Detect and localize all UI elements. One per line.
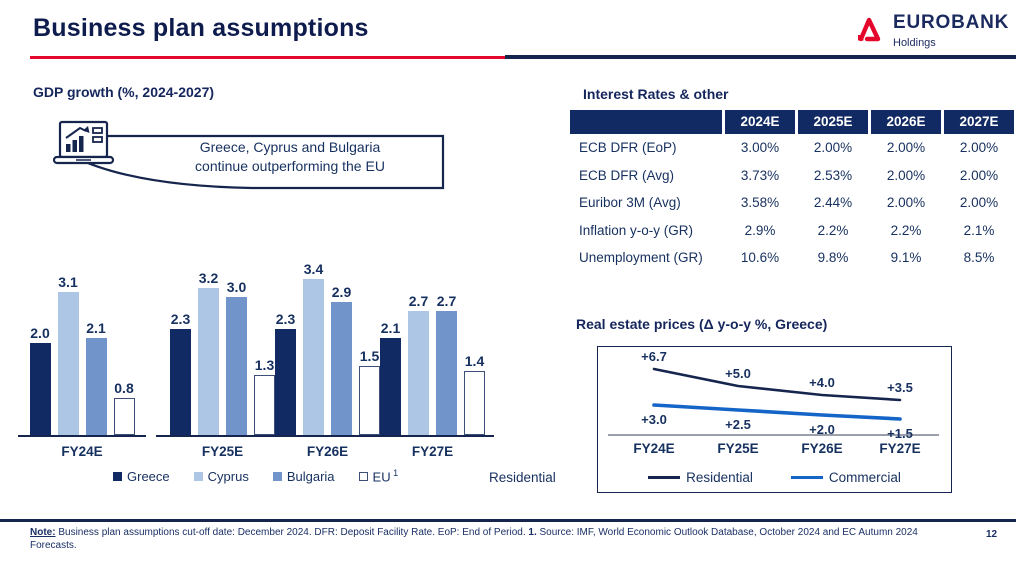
gdp-callout-text: [150, 138, 430, 176]
bar-greece-fy24e: [30, 325, 51, 435]
bar-eu-fy25e: [254, 357, 275, 435]
bar-cyprus-fy26e: [303, 261, 324, 435]
gdp-category-label: FY26E: [306, 444, 349, 459]
rates-row: [570, 189, 1014, 217]
eurobank-logo-text: EUROBANK: [893, 12, 1010, 33]
legend-label: Commercial: [828, 470, 901, 485]
rates-header-2025e: 2025E: [798, 110, 868, 134]
rates-row-label: Euribor 3M (Avg): [579, 195, 681, 211]
legend-label: Residential: [686, 470, 753, 485]
gdp-category-label: FY25E: [201, 444, 244, 459]
rates-row: [570, 217, 1014, 245]
legend-swatch: [113, 472, 122, 481]
rates-cell: 2.00%: [886, 167, 926, 183]
gdp-bar-group-fy24e: [30, 274, 135, 459]
bar-eu-fy27e: [464, 353, 485, 435]
re-category-label: FY25E: [717, 441, 759, 456]
bar: [408, 311, 429, 435]
footnote-source: Source: IMF, World Economic Outlook Database, October 2024 and EC Autumn 2024 Forecasts.: [30, 527, 918, 551]
bar-value-label: 1.3: [254, 357, 275, 373]
bar-value-label: 1.5: [359, 348, 380, 364]
rates-row-label: Unemployment (GR): [579, 250, 703, 266]
bar: [58, 292, 79, 435]
bar-value-label: 2.9: [331, 284, 352, 300]
gdp-category-label: FY24E: [61, 444, 103, 459]
re-legend-item-residential: [648, 470, 753, 485]
rates-cell: 9.8%: [817, 250, 849, 266]
re-datalabel-commercial: +2.5: [725, 417, 751, 432]
rates-header-empty-cell: [570, 110, 722, 134]
gdp-callout-line2: continue outperforming the EU: [195, 158, 385, 174]
bar-bulgaria-fy26e: [331, 284, 352, 435]
gdp-bar-group-fy25e: [170, 270, 275, 459]
eurobank-logo-subtext: Holdings: [893, 37, 936, 49]
bar-value-label: 3.1: [58, 274, 78, 290]
rates-section-title: Interest Rates & other: [583, 86, 729, 102]
commercial-line: [654, 405, 900, 419]
bar-bulgaria-fy27e: [436, 293, 457, 435]
residential-line: [654, 369, 900, 400]
re-datalabel-residential: +6.7: [641, 349, 667, 364]
re-datalabel-commercial: +3.0: [641, 412, 667, 427]
rates-header-2024e: 2024E: [725, 110, 795, 134]
rates-table-header: [570, 110, 1014, 134]
re-datalabel-residential: +5.0: [725, 366, 751, 381]
rates-cell: 2.00%: [959, 195, 999, 211]
re-category-label: FY27E: [879, 441, 921, 456]
bar-cyprus-fy27e: [408, 293, 429, 435]
bar-value-label: 2.1: [86, 320, 106, 336]
legend-label: Bulgaria: [286, 468, 335, 484]
title-underline-red: [30, 56, 505, 59]
footer-divider: [0, 519, 1016, 522]
re-datalabel-residential: +3.5: [887, 380, 913, 395]
rates-cell: 2.53%: [813, 167, 853, 183]
bar-cyprus-fy25e: [198, 270, 219, 435]
rates-row-label: ECB DFR (EoP): [579, 140, 677, 156]
gdp-axis-2: [156, 252, 494, 459]
bar-value-label: 0.8: [114, 380, 134, 396]
bar-value-label: 1.4: [464, 353, 485, 369]
legend-label: Greece: [127, 468, 170, 484]
re-category-label: FY26E: [801, 441, 843, 456]
bar-greece-fy27e: [380, 320, 401, 435]
re-legend-item-commercial: [791, 470, 901, 485]
re-datalabel-residential: +4.0: [809, 375, 835, 390]
rates-header-2027e: 2027E: [944, 110, 1014, 134]
rates-cell: 2.00%: [886, 140, 926, 156]
bar-value-label: 3.4: [303, 261, 324, 277]
rates-cell: 3.00%: [740, 140, 780, 156]
rates-row-label: ECB DFR (Avg): [579, 167, 675, 183]
rates-table: [570, 110, 1014, 272]
rates-cell: 2.00%: [959, 140, 999, 156]
bar: [331, 302, 352, 435]
footnote: [30, 527, 958, 552]
footnote-ref: 1.: [528, 527, 537, 538]
legend-line-swatch: [648, 476, 680, 479]
page-title: Business plan assumptions: [33, 14, 369, 42]
bar-eu-fy26e: [359, 348, 380, 435]
legend-swatch: [273, 472, 282, 481]
bar: [359, 366, 380, 435]
bar: [254, 375, 275, 435]
bar: [303, 279, 324, 435]
rates-cell: 2.1%: [963, 222, 995, 238]
bar: [464, 371, 485, 435]
rates-cell: 2.00%: [886, 195, 926, 211]
legend-line-swatch: [791, 476, 823, 480]
gdp-callout-line1: Greece, Cyprus and Bulgaria: [199, 139, 381, 155]
rates-row: [570, 162, 1014, 190]
gdp-bar-chart: [18, 252, 494, 459]
eurobank-logo-icon: [853, 12, 885, 51]
realestate-line-chart: [597, 346, 952, 493]
bar: [436, 311, 457, 435]
rates-table-body: [570, 134, 1014, 272]
title-underline-navy: [505, 55, 1016, 59]
rates-cell: 8.5%: [963, 250, 995, 266]
rates-cell: 2.2%: [890, 222, 922, 238]
gdp-section-title: GDP growth (%, 2024-2027): [33, 84, 215, 100]
bar-eu-fy24e: [114, 380, 135, 435]
realestate-section-title: Real estate prices (Δ y-o-y %, Greece): [576, 316, 828, 332]
gdp-bar-group-fy26e: [275, 261, 380, 459]
bar-value-label: 2.3: [170, 311, 191, 327]
gdp-legend-item-cyprus: [194, 469, 249, 484]
rates-header-2026e: 2026E: [871, 110, 941, 134]
page-number: 12: [986, 529, 998, 540]
legend-swatch: [194, 472, 203, 481]
legend-label: Cyprus: [207, 468, 249, 484]
rates-row-label: Inflation y-o-y (GR): [579, 222, 694, 238]
gdp-legend-item-greece: [113, 469, 170, 484]
bar-greece-fy25e: [170, 311, 191, 435]
re-datalabel-commercial: +2.0: [809, 422, 835, 437]
bar: [30, 343, 51, 435]
rates-cell: 3.58%: [740, 195, 780, 211]
bar-value-label: 3.0: [226, 279, 247, 295]
footnote-body: Business plan assumptions cut-off date: December 2024. DFR: Deposit Facility Rate. EoP: End of Period.: [55, 527, 529, 538]
rates-row: [570, 134, 1014, 162]
bar-value-label: 2.7: [408, 293, 429, 309]
rates-cell: 2.00%: [959, 167, 999, 183]
bar-bulgaria-fy24e: [86, 320, 107, 435]
bar: [86, 338, 107, 435]
bar-greece-fy26e: [275, 311, 296, 435]
laptop-chart-icon: [54, 122, 113, 163]
rates-cell: 9.1%: [890, 250, 922, 266]
bar: [114, 398, 135, 435]
gdp-legend-item-bulgaria: [273, 469, 335, 484]
bar: [226, 297, 247, 435]
rates-cell: 10.6%: [740, 250, 780, 266]
rates-row: [570, 244, 1014, 272]
bar-value-label: 2.7: [436, 293, 457, 309]
gdp-legend: [113, 468, 398, 484]
realestate-legend: [598, 470, 951, 485]
legend-label: EU $^1$: [372, 468, 399, 485]
gdp-bar-group-fy27e: [380, 293, 485, 459]
bar-value-label: 3.2: [198, 270, 219, 286]
gdp-category-label: FY27E: [411, 444, 454, 459]
legend-superscript: 1: [390, 468, 399, 478]
rates-cell: 2.9%: [744, 222, 776, 238]
bar: [170, 329, 191, 435]
rates-cell: 2.44%: [813, 195, 853, 211]
rates-cell: 2.2%: [817, 222, 849, 238]
bar: [380, 338, 401, 435]
bar: [198, 288, 219, 435]
bar-value-label: 2.3: [275, 311, 296, 327]
rates-cell: 2.00%: [813, 140, 853, 156]
bar: [275, 329, 296, 435]
rates-cell: 3.73%: [740, 167, 780, 183]
bar-cyprus-fy24e: [58, 274, 79, 435]
bar-value-label: 2.0: [30, 325, 50, 341]
footnote-prefix: Note:: [30, 527, 56, 538]
bar-value-label: 2.1: [380, 320, 401, 336]
bar-bulgaria-fy25e: [226, 279, 247, 435]
gdp-legend-item-eu: [359, 468, 399, 484]
eurobank-logo: [853, 12, 1009, 51]
re-datalabel-commercial: +1.5: [887, 426, 913, 441]
re-category-label: FY24E: [633, 441, 675, 456]
residential-label: Residential: [489, 470, 556, 485]
legend-swatch: [359, 472, 368, 481]
gdp-axis-1: [18, 252, 146, 459]
